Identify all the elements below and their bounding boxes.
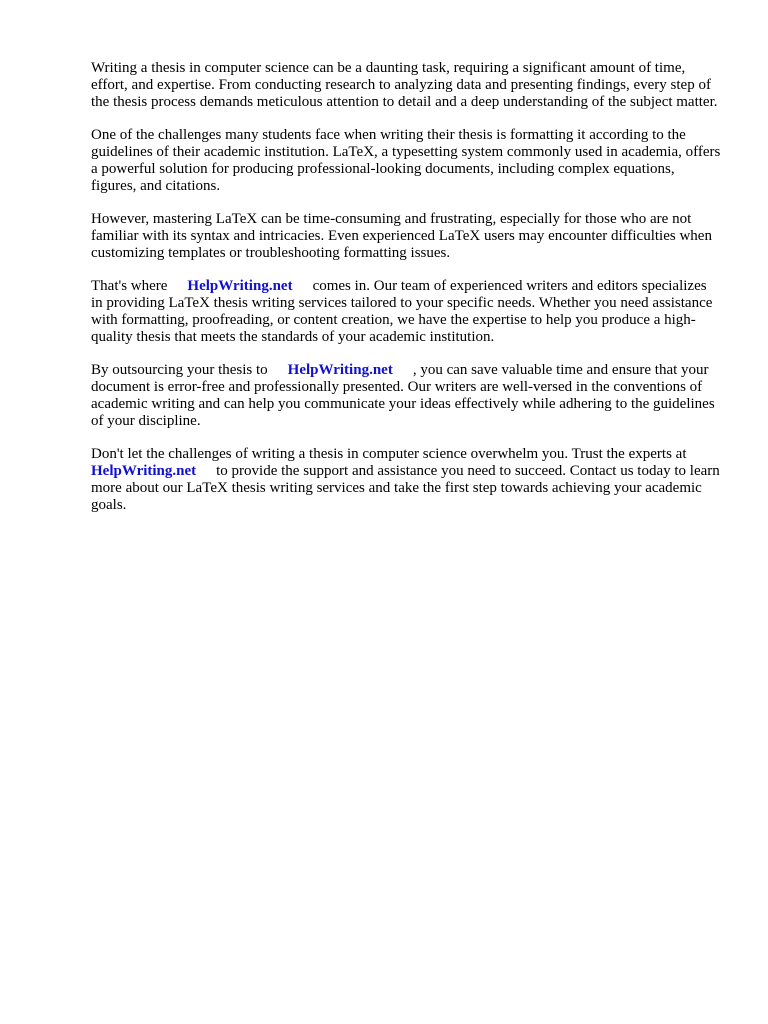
paragraph-formatting-challenges (91, 127, 721, 195)
paragraph-text-before-link: By outsourcing your thesis to (91, 362, 268, 378)
helpwriting-link[interactable]: HelpWriting.net (287, 362, 393, 378)
paragraph-text-after-link: , you can save valuable time and ensure that your document is error-free and professionally presented. Our writers are well-versed in the conventions of academic writing and can help you communicate your ideas effectively while adhering to the guidelines of your discipline. (91, 362, 715, 429)
paragraph-service-intro (91, 278, 721, 346)
paragraph-text: Writing a thesis in computer science can be a daunting task, requiring a significant amount of time, effort, and expertise. From conducting research to analyzing data and presenting findings, every step of the thesis process demands meticulous attention to detail and a deep understanding of the subject matter. (91, 60, 718, 110)
paragraph-text-after-link: comes in. Our team of experienced writers and editors specializes in providing LaTeX thesis writing services tailored to your specific needs. Whether you need assistance with formatting, proofreading, or content creation, we have the expertise to help you produce a high-quality thesis that meets the standards of your academic institution. (91, 278, 713, 345)
helpwriting-link[interactable]: HelpWriting.net (187, 278, 293, 294)
paragraph-text-before-link: That's where (91, 278, 168, 294)
paragraph-text: However, mastering LaTeX can be time-consuming and frustrating, especially for those who are not familiar with its syntax and intricacies. Even experienced LaTeX users may encounter difficulties when customizing templates or troubleshooting formatting issues. (91, 211, 712, 261)
document-page (91, 60, 721, 530)
paragraph-intro (91, 60, 721, 111)
paragraph-text-after-link: to provide the support and assistance you need to succeed. Contact us today to learn more about our LaTeX thesis writing services and take the first step towards achieving your academic goals. (91, 463, 720, 513)
paragraph-text: One of the challenges many students face when writing their thesis is formatting it according to the guidelines of their academic institution. LaTeX, a typesetting system commonly used in academia, offers a powerful solution for producing professional-looking documents, including complex equations, figures, and citations. (91, 127, 721, 194)
paragraph-latex-difficulties (91, 211, 721, 262)
paragraph-text-before-link: Don't let the challenges of writing a thesis in computer science overwhelm you. Trust the experts at (91, 446, 687, 462)
paragraph-outsourcing (91, 362, 721, 430)
helpwriting-link[interactable]: HelpWriting.net (91, 463, 197, 479)
paragraph-call-to-action (91, 446, 721, 514)
